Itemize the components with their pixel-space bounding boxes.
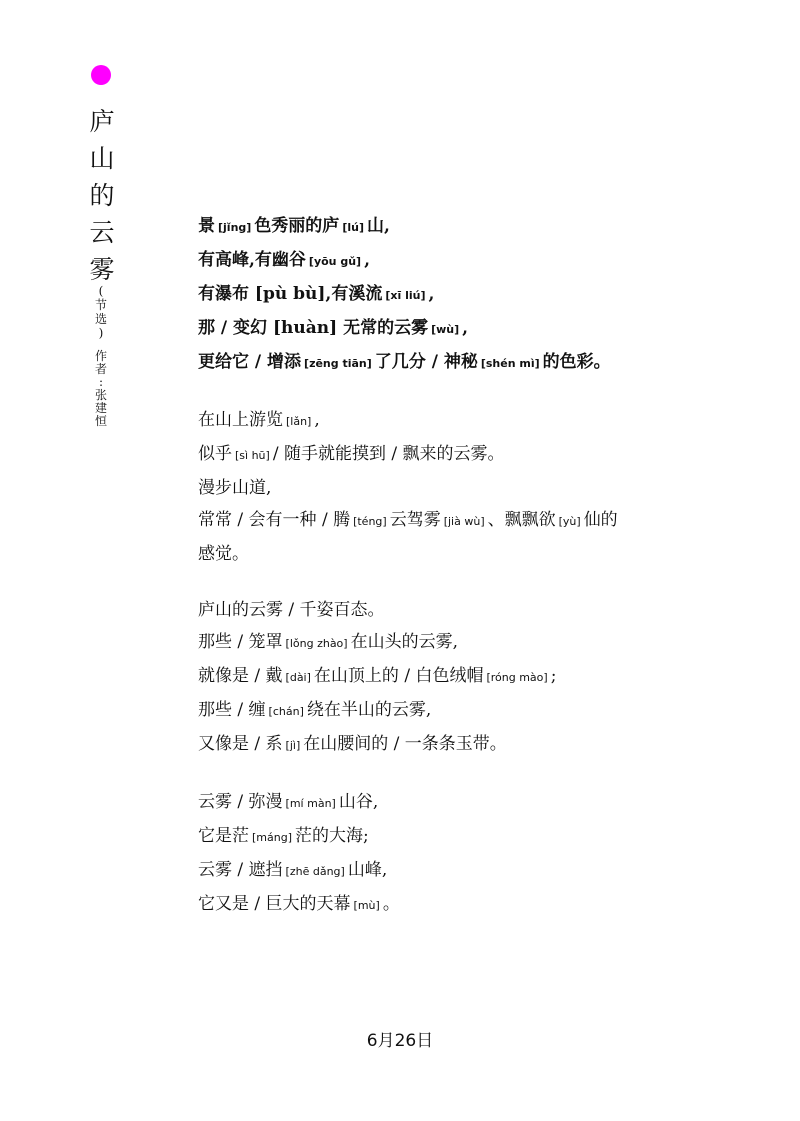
poem-line	[198, 660, 768, 694]
pinyin-annotation: [lǒng zhào]	[285, 637, 348, 650]
pinyin-annotation: [jì]	[285, 739, 301, 752]
stanza	[198, 210, 768, 380]
poem-line	[198, 244, 768, 278]
poem-line	[198, 538, 768, 570]
pinyin-annotation: [jià wù]	[443, 515, 485, 528]
pinyin-annotation: [zhē dǎng]	[285, 865, 345, 878]
line-text: 了几分 / 神秘	[374, 352, 478, 372]
line-text: 的色彩。	[542, 352, 611, 372]
pinyin-annotation: [jǐng]	[218, 221, 252, 234]
poem-line	[198, 472, 768, 504]
magenta-bullet-icon	[91, 65, 111, 85]
poem-body	[198, 210, 768, 946]
line-text: 景	[198, 216, 215, 236]
line-text: ,	[364, 250, 370, 270]
pinyin-annotation: [lú]	[342, 221, 364, 234]
stanza	[198, 786, 768, 922]
line-text: 感觉。	[198, 544, 249, 564]
poem-line	[198, 594, 768, 626]
poem-line	[198, 854, 768, 888]
line-text: 那些 / 缠	[198, 700, 266, 720]
line-text: 在山腰间的 / 一条条玉带。	[303, 734, 507, 754]
pinyin-annotation: [máng]	[252, 831, 292, 844]
line-text: 在山上游览	[198, 410, 283, 430]
stanza	[198, 404, 768, 570]
pinyin-annotation: [yōu gǔ]	[308, 255, 362, 268]
pinyin-annotation: [xī liú]	[385, 289, 426, 302]
title-char: 山	[89, 144, 115, 173]
poem-line	[198, 346, 768, 380]
line-text: 有瀑布 [pù bù],有溪流	[198, 284, 383, 304]
pinyin-annotation: [zēng tiān]	[304, 357, 372, 370]
pinyin-annotation: [wù]	[431, 323, 460, 336]
date-label: 6月26日	[366, 1031, 434, 1051]
line-text: 它是茫	[198, 826, 249, 846]
line-text: 更给它 / 增添	[198, 352, 302, 372]
line-text: 在山顶上的 / 白色绒帽	[313, 666, 484, 686]
poem-line	[198, 820, 768, 854]
poem-line	[198, 626, 768, 660]
page-title	[88, 103, 116, 288]
line-text: ,	[428, 284, 435, 304]
byline-char: 者	[94, 362, 107, 376]
line-text: 有高峰,有幽谷	[198, 250, 306, 270]
subtitle	[93, 284, 109, 340]
subtitle-char: 节	[94, 298, 107, 312]
pinyin-annotation: [mù]	[353, 899, 380, 912]
line-text: 仙的	[583, 510, 618, 530]
line-text: 漫步山道,	[198, 478, 272, 498]
stanza	[198, 594, 768, 762]
line-text: ;	[550, 666, 557, 686]
poem-line	[198, 728, 768, 762]
pinyin-annotation: [téng]	[353, 515, 387, 528]
poem-line	[198, 694, 768, 728]
line-text: 绕在半山的云雾,	[306, 700, 432, 720]
author-byline	[92, 350, 110, 428]
pinyin-annotation: [mí màn]	[285, 797, 336, 810]
line-text: 山峰,	[347, 860, 388, 880]
pinyin-annotation: [yù]	[558, 515, 581, 528]
line-text: 庐山的云雾 / 千姿百态。	[198, 600, 385, 620]
line-text: 山,	[366, 216, 390, 236]
line-text: ,	[462, 318, 469, 338]
line-text: 云雾 / 弥漫	[198, 792, 283, 812]
poem-line	[198, 312, 768, 346]
poem-line	[198, 504, 768, 538]
line-text: ,	[314, 410, 320, 430]
byline-char: :	[98, 375, 104, 389]
line-text: 、飘飘欲	[487, 510, 556, 530]
line-text: 似乎	[198, 444, 232, 464]
line-text: 在山头的云雾,	[350, 632, 458, 652]
pinyin-annotation: [dài]	[285, 671, 311, 684]
byline-char: 作	[94, 349, 107, 363]
line-text: 就像是 / 戴	[198, 666, 283, 686]
line-text: / 随手就能摸到 / 飘来的云雾。	[272, 444, 505, 464]
line-text: 它又是 / 巨大的天幕	[198, 894, 351, 914]
subtitle-char: 选	[94, 312, 107, 326]
byline-char: 建	[94, 401, 107, 415]
poem-line	[198, 786, 768, 820]
poem-line	[198, 438, 768, 472]
poem-line	[198, 278, 768, 312]
line-text: 又像是 / 系	[198, 734, 283, 754]
line-text: 色秀丽的庐	[254, 216, 340, 236]
line-text: 那 / 变幻 [huàn] 无常的云雾	[198, 318, 429, 338]
pinyin-annotation: [róng mào]	[486, 671, 548, 684]
title-char: 云	[89, 218, 115, 247]
line-text: 那些 / 笼罩	[198, 632, 283, 652]
subtitle-char: )	[98, 326, 104, 340]
subtitle-char: (	[98, 284, 104, 298]
line-text: 云驾雾	[389, 510, 441, 530]
poem-line	[198, 888, 768, 922]
title-char: 的	[89, 181, 115, 210]
byline-char: 张	[94, 388, 107, 402]
line-text: 山谷,	[338, 792, 379, 812]
poem-line	[198, 210, 768, 244]
pinyin-annotation: [lǎn]	[286, 415, 312, 428]
title-char: 雾	[89, 255, 115, 284]
pinyin-annotation: [chán]	[268, 705, 304, 718]
pinyin-annotation: [shén mì]	[480, 357, 540, 370]
line-text: 。	[382, 894, 400, 914]
line-text: 常常 / 会有一种 / 腾	[198, 510, 351, 530]
byline-char: 恒	[94, 414, 107, 428]
poem-line	[198, 404, 768, 438]
title-char: 庐	[89, 107, 115, 136]
line-text: 茫的大海;	[295, 826, 369, 846]
pinyin-annotation: [sì hū]	[235, 449, 270, 462]
line-text: 云雾 / 遮挡	[198, 860, 283, 880]
